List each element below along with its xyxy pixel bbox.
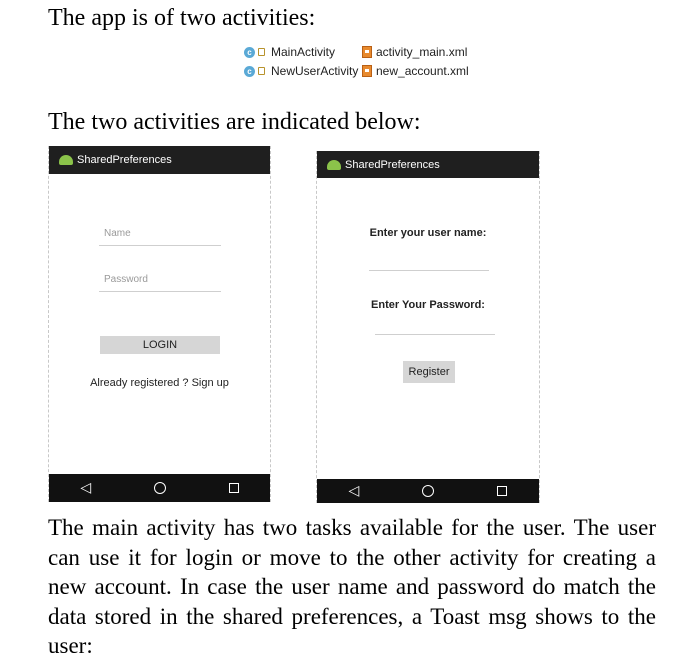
class-icon: c	[244, 66, 255, 77]
login-app-title: SharedPreferences	[77, 154, 172, 166]
file-row-main-activity[interactable]	[244, 45, 335, 59]
username-label: Enter your user name:	[369, 227, 487, 239]
username-input[interactable]	[369, 255, 489, 271]
password-input[interactable]: Password	[99, 274, 221, 292]
lock-icon	[258, 48, 265, 56]
recents-icon[interactable]	[229, 483, 239, 493]
password-label: Enter Your Password:	[371, 299, 485, 311]
register-button[interactable]: Register	[403, 361, 455, 383]
home-icon[interactable]	[154, 482, 166, 494]
android-icon	[327, 160, 341, 170]
back-icon[interactable]: ◁	[80, 480, 92, 496]
back-icon[interactable]: ◁	[348, 483, 360, 499]
register-password-input[interactable]	[375, 319, 495, 335]
login-navbar	[49, 474, 270, 502]
new-account-xml-label: new_account.xml	[376, 64, 469, 78]
register-screen	[316, 151, 540, 503]
register-navbar	[317, 479, 539, 503]
home-icon[interactable]	[422, 485, 434, 497]
file-row-new-user-activity[interactable]	[244, 64, 358, 78]
xml-file-icon	[362, 46, 372, 58]
signup-link[interactable]: Already registered ? Sign up	[90, 377, 229, 389]
login-button[interactable]: LOGIN	[100, 336, 220, 354]
activities-heading: The two activities are indicated below:	[48, 109, 421, 135]
login-titlebar	[49, 146, 270, 174]
register-titlebar	[317, 151, 539, 178]
description-paragraph: The main activity has two tasks available for the user. The user can use it for login or move to the other activity for creating a new account. In case the user name and password do match the data stored in the shared preferences, a Toast msg shows to the user:	[48, 515, 656, 658]
lock-icon	[258, 67, 265, 75]
activity-main-xml-label: activity_main.xml	[376, 45, 468, 59]
class-icon: c	[244, 47, 255, 58]
xml-file-icon	[362, 65, 372, 77]
file-row-new-account-xml[interactable]	[362, 64, 469, 78]
intro-heading: The app is of two activities:	[48, 5, 316, 31]
name-input[interactable]: Name	[99, 228, 221, 246]
register-app-title: SharedPreferences	[345, 158, 440, 171]
android-icon	[59, 155, 73, 165]
main-activity-label: MainActivity	[271, 45, 336, 59]
login-screen	[48, 146, 271, 502]
file-row-activity-main-xml[interactable]	[362, 45, 467, 59]
new-user-activity-label: NewUserActivity	[271, 64, 359, 78]
recents-icon[interactable]	[497, 486, 507, 496]
